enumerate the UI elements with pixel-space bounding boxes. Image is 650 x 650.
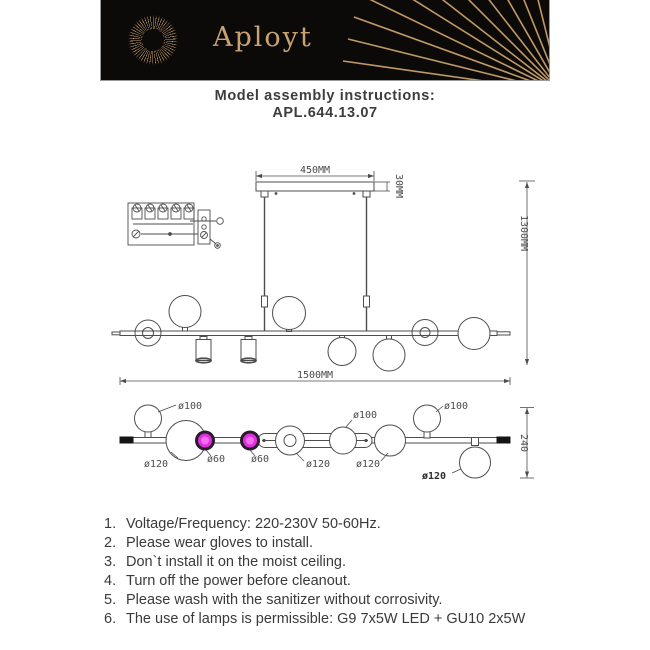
model-number: APL.644.13.07 — [272, 105, 378, 121]
dim-text-1300mm: 1300MM — [518, 214, 529, 252]
ceiling-canopy — [256, 182, 374, 197]
item-number: 5. — [104, 592, 117, 609]
cylinder-spot-1 — [196, 337, 211, 363]
wiring-diagram — [128, 203, 223, 248]
item-number: 6. — [104, 611, 117, 628]
item-text: Please wear gloves to install. — [126, 535, 313, 552]
label-d60-spot2: ø60 — [251, 454, 270, 465]
item-text: Voltage/Frequency: 220-230V 50-60Hz. — [126, 516, 381, 532]
globe-bottom-right — [460, 438, 491, 479]
label-d120-bottom-right: ø120 — [422, 471, 447, 482]
ring-shade-side-1 — [135, 320, 161, 346]
list-item — [104, 535, 544, 552]
label-d120-right: ø120 — [356, 459, 381, 470]
globe-on-bar-right — [458, 318, 490, 350]
globe-below-1 — [328, 336, 356, 366]
label-d100-center-right: ø100 — [353, 410, 378, 421]
list-item — [104, 592, 544, 609]
dim-text-450mm: 450MM — [299, 165, 331, 176]
item-number: 1. — [104, 516, 117, 532]
globe-top-right-small — [414, 405, 441, 438]
fixture-bar-side — [112, 331, 510, 336]
dim-suspension-height — [519, 181, 535, 365]
globe-center-right — [330, 427, 357, 454]
globe-below-2 — [373, 336, 405, 372]
page-title: Model assembly instructions: — [214, 88, 436, 104]
ring-shade-top-center — [276, 426, 305, 455]
dim-text-30mm: 30MM — [393, 173, 404, 199]
ring-shade-side-2 — [412, 320, 438, 346]
label-d60-spot1: ø60 — [207, 454, 226, 465]
bar-end-cap-left — [120, 437, 134, 444]
list-item — [104, 611, 544, 628]
item-text: Turn off the power before cleanout. — [126, 573, 351, 590]
dim-text-1500mm: 1500MM — [296, 370, 334, 381]
dim-canopy-thickness — [374, 182, 390, 191]
brand-wordmark: Aployt — [213, 22, 313, 53]
instructions-list — [104, 516, 544, 631]
label-d120-left: ø120 — [144, 459, 169, 470]
gu10-spot-2 — [240, 431, 260, 451]
item-text: Please wash with the sanitizer without corrosivity. — [126, 592, 443, 609]
item-number: 4. — [104, 573, 117, 590]
gu10-spot-1 — [195, 431, 215, 451]
label-d100-top-left: ø100 — [178, 401, 203, 412]
list-item — [104, 516, 544, 533]
globe-right-large — [375, 425, 406, 456]
item-text: Don`t install it on the moist ceiling. — [126, 554, 347, 571]
item-number: 3. — [104, 554, 117, 571]
globe-above-2 — [273, 297, 306, 332]
cylinder-spot-2 — [241, 337, 256, 363]
label-d100-top-right: ø100 — [444, 401, 469, 412]
terminal-block-screws — [132, 204, 194, 219]
globe-above-1 — [169, 296, 201, 332]
list-item — [104, 573, 544, 590]
bar-end-cap-right — [497, 437, 511, 444]
label-d120-center: ø120 — [306, 459, 331, 470]
globe-top-left-small — [135, 405, 162, 438]
item-number: 2. — [104, 535, 117, 552]
dim-text-240: 240 — [518, 433, 529, 453]
list-item — [104, 554, 544, 571]
item-text: The use of lamps is permissible: G9 7x5W LED + GU10 2x5W — [126, 611, 526, 628]
